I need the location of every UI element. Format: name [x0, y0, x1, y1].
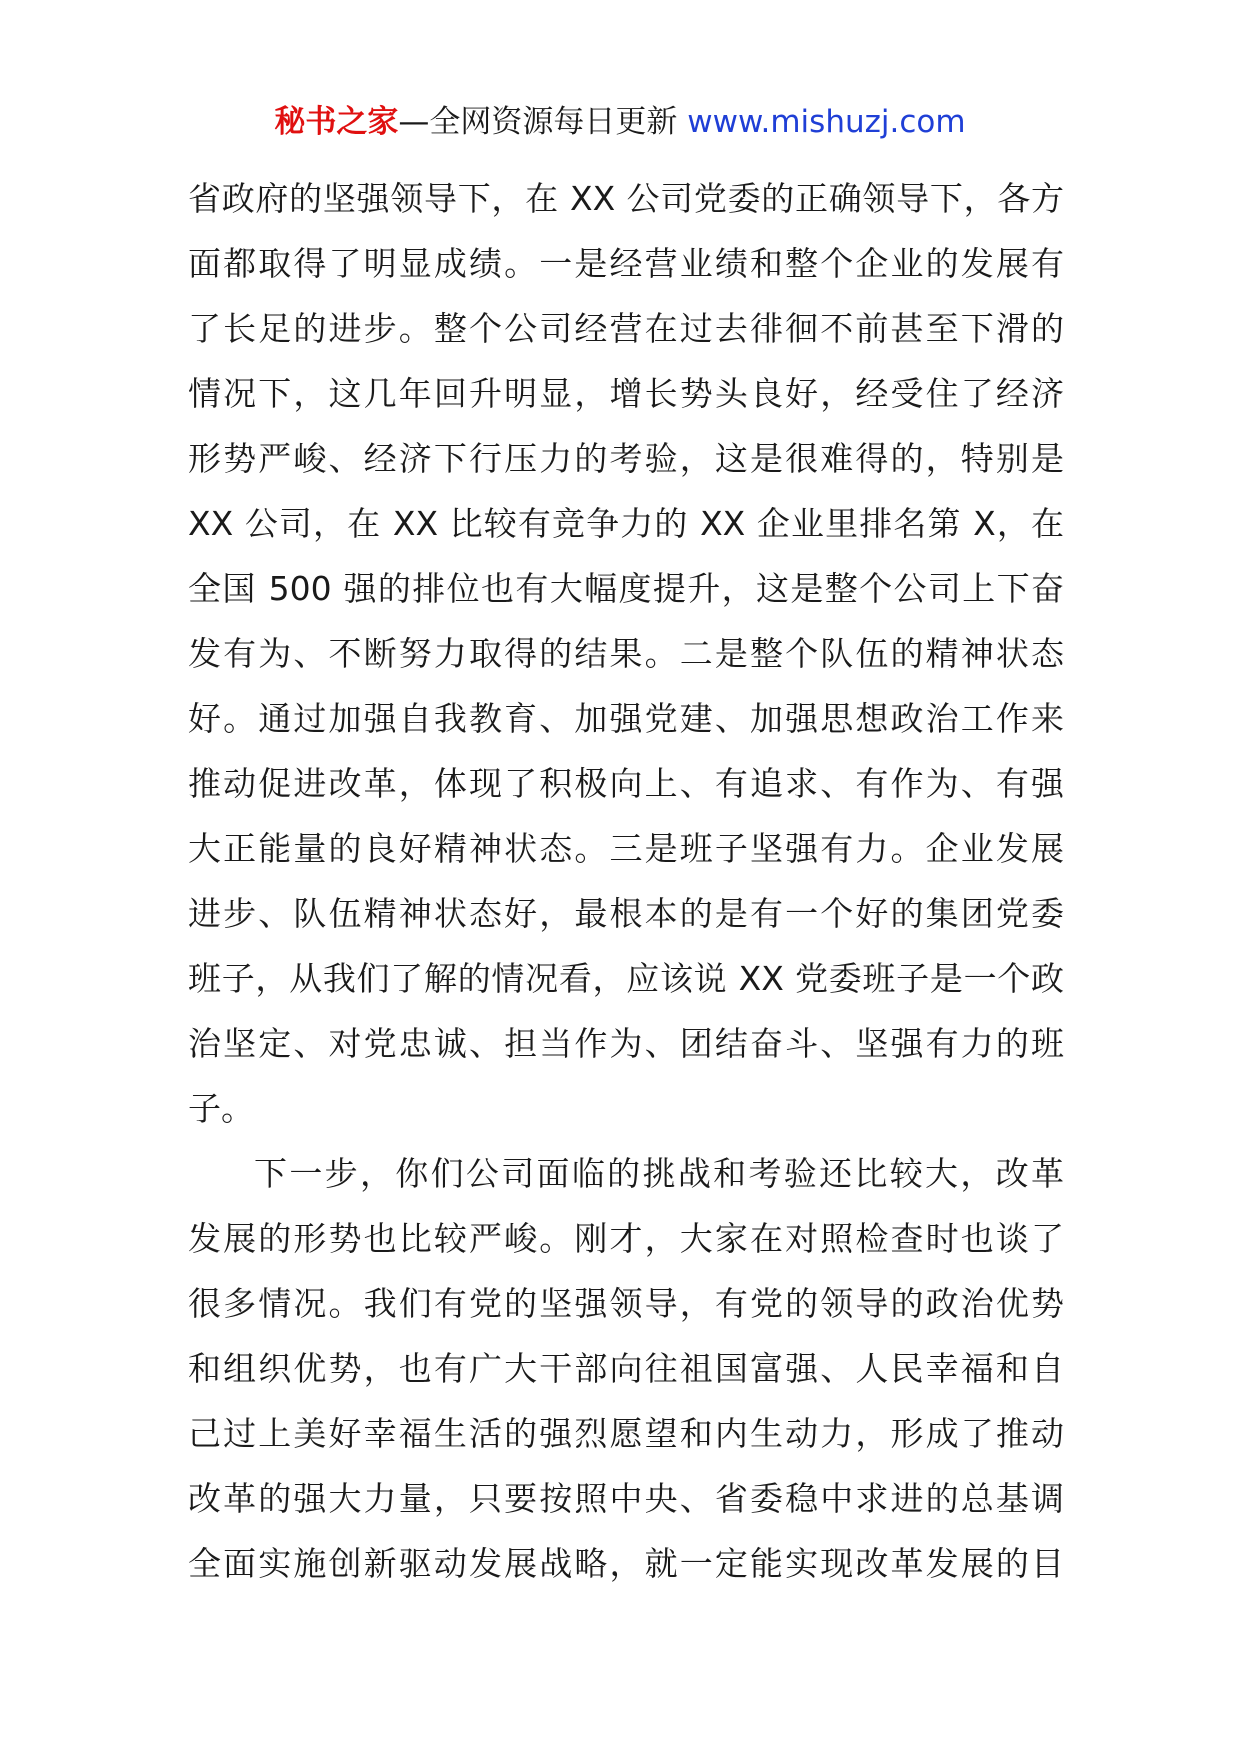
text-line: 大正能量的良好精神状态。三是班子坚强有力。企业发展 — [188, 829, 1064, 868]
website-link[interactable]: www.mishuzj.com — [687, 104, 966, 140]
paragraph-2 — [188, 1141, 1064, 1596]
page-header — [0, 100, 1240, 144]
paragraph-1 — [188, 166, 1064, 1141]
text-line: 己过上美好幸福生活的强烈愿望和内生动力，形成了推动 — [188, 1414, 1064, 1453]
text-line: XX 公司，在 XX 比较有竞争力的 XX 企业里排名第 X，在 — [188, 504, 1064, 543]
text-line: 下一步，你们公司面临的挑战和考验还比较大，改革 — [254, 1154, 1064, 1193]
text-line: 班子，从我们了解的情况看，应该说 XX 党委班子是一个政 — [188, 959, 1064, 998]
header-slogan: —全网资源每日更新 — [398, 104, 678, 140]
text-line: 子。 — [188, 1089, 254, 1128]
text-line: 了长足的进步。整个公司经营在过去徘徊不前甚至下滑的 — [188, 309, 1064, 348]
text-line: 情况下，这几年回升明显，增长势头良好，经受住了经济 — [188, 374, 1064, 413]
text-line: 发有为、不断努力取得的结果。二是整个队伍的精神状态 — [188, 634, 1064, 673]
text-line: 很多情况。我们有党的坚强领导，有党的领导的政治优势 — [188, 1284, 1064, 1323]
document-body — [188, 166, 1064, 1596]
brand-name: 秘书之家 — [274, 104, 399, 140]
text-line: 形势严峻、经济下行压力的考验，这是很难得的，特别是 — [188, 439, 1064, 478]
text-line: 好。通过加强自我教育、加强党建、加强思想政治工作来 — [188, 699, 1064, 738]
text-line: 推动促进改革，体现了积极向上、有追求、有作为、有强 — [188, 764, 1064, 803]
text-line: 全面实施创新驱动发展战略，就一定能实现改革发展的目 — [188, 1544, 1064, 1583]
text-line: 改革的强大力量，只要按照中央、省委稳中求进的总基调 — [188, 1479, 1064, 1518]
text-line: 治坚定、对党忠诚、担当作为、团结奋斗、坚强有力的班 — [188, 1024, 1064, 1063]
text-line: 发展的形势也比较严峻。刚才，大家在对照检查时也谈了 — [188, 1219, 1064, 1258]
text-line: 全国 500 强的排位也有大幅度提升，这是整个公司上下奋 — [188, 569, 1064, 608]
text-line: 和组织优势，也有广大干部向往祖国富强、人民幸福和自 — [188, 1349, 1064, 1388]
text-line: 进步、队伍精神状态好，最根本的是有一个好的集团党委 — [188, 894, 1064, 933]
text-line: 省政府的坚强领导下，在 XX 公司党委的正确领导下，各方 — [188, 179, 1064, 218]
text-line: 面都取得了明显成绩。一是经营业绩和整个企业的发展有 — [188, 244, 1064, 283]
